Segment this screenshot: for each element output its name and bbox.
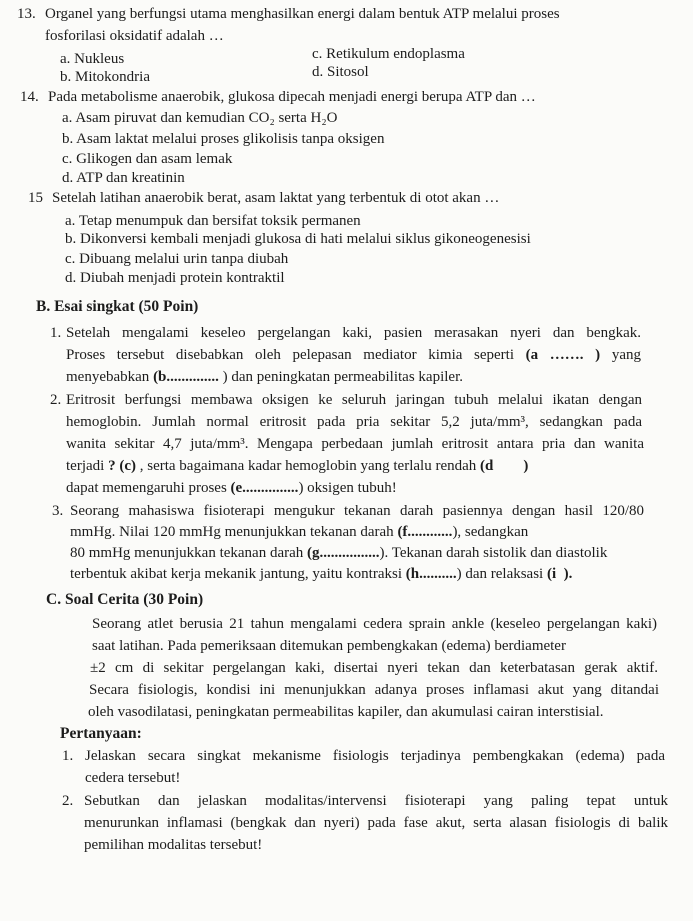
text: terjadi bbox=[66, 458, 109, 474]
text: terbentuk akibat kerja mekanik jantung, yaitu kontraksi bbox=[70, 566, 406, 582]
text: mmHg. Nilai 120 mmHg menunjukkan tekanan darah bbox=[70, 524, 398, 540]
b3-line: Seorang mahasiswa fisioterapi mengukur tekanan darah pasiennya dengan hasil 120/80 bbox=[70, 503, 644, 519]
c1-line: cedera tersebut! bbox=[85, 770, 181, 786]
story-line: saat latihan. Pada pemeriksaan ditemukan pembengkakan (edema) berdiameter bbox=[92, 638, 566, 654]
blank-d: (d ) bbox=[480, 458, 529, 474]
blank-e: (e............... bbox=[230, 480, 299, 496]
q14-option-a: a. Asam piruvat dan kemudian CO₂ serta H₂O bbox=[62, 110, 338, 126]
c1-line: Jelaskan secara singkat mekanisme fisiologis terjadinya pembengkakan (edema) pada bbox=[85, 748, 665, 764]
questions-label: Pertanyaan: bbox=[60, 725, 142, 742]
q15-option-d: d. Diubah menjadi protein kontraktil bbox=[65, 270, 285, 286]
c2-line: Sebutkan dan jelaskan modalitas/intervensi fisioterapi yang paling tepat untuk bbox=[84, 793, 668, 809]
story-line: oleh vasodilatasi, peningkatan permeabilitas kapiler, dan akumulasi cairan interstisial. bbox=[88, 704, 604, 720]
b3-line bbox=[70, 523, 528, 541]
text: yang bbox=[600, 347, 641, 363]
q15-number: 15 bbox=[28, 190, 43, 206]
b1-number: 1. bbox=[50, 325, 62, 341]
c2-line: menurunkan inflamasi (bengkak dan nyeri) pada fase akut, serta alasan fisiologis di balik bbox=[84, 815, 668, 831]
q15-option-a: a. Tetap menumpuk dan bersifat toksik permanen bbox=[65, 213, 361, 229]
section-b-heading: B. Esai singkat (50 Poin) bbox=[36, 298, 199, 315]
q13-option-c: c. Retikulum endoplasma bbox=[312, 46, 465, 62]
q14-option-c: c. Glikogen dan asam lemak bbox=[62, 151, 233, 167]
q14-option-d: d. ATP dan kreatinin bbox=[62, 170, 185, 186]
b1-line bbox=[66, 368, 463, 386]
q15-text: Setelah latihan anaerobik berat, asam laktat yang terbentuk di otot akan … bbox=[52, 190, 500, 206]
b1-line bbox=[66, 346, 641, 364]
b2-line: wanita sekitar 4,7 juta/mm³. Mengapa perbedaan jumlah eritrosit antara pria dan wanita bbox=[66, 436, 644, 452]
q13-text: Organel yang berfungsi utama menghasilkan energi dalam bentuk ATP melalui proses bbox=[45, 6, 560, 22]
b2-line: Eritrosit berfungsi membawa oksigen ke seluruh jaringan tubuh melalui ikatan dengan bbox=[66, 392, 642, 408]
q14-text: Pada metabolisme anaerobik, glukosa dipecah menjadi energi berupa ATP dan … bbox=[48, 89, 536, 105]
text: ). Tekanan darah sistolik dan diastolik bbox=[379, 545, 608, 561]
q13-option-a: a. Nukleus bbox=[60, 51, 125, 67]
blank-i: (i ). bbox=[546, 566, 573, 582]
blank-h: (h.......... bbox=[405, 566, 457, 582]
story-line: ±2 cm di sekitar pergelangan kaki, disertai nyeri tekan dan keterbatasan gerak aktif. bbox=[90, 660, 658, 676]
b2-line bbox=[66, 457, 528, 475]
text: Proses tersebut disebabkan oleh pelepasan mediator kimia seperti bbox=[66, 347, 526, 363]
c2-line: pemilihan modalitas tersebut! bbox=[84, 837, 263, 853]
blank-a: (a ……. ) bbox=[525, 347, 601, 363]
blank-g: (g................ bbox=[307, 545, 380, 561]
story-line: Secara fisiologis, kondisi ini menunjukkan adanya proses inflamasi akut yang ditandai bbox=[89, 682, 659, 698]
text: ) dan relaksasi bbox=[456, 566, 547, 582]
text: ) oksigen tubuh! bbox=[298, 480, 397, 496]
story-line: Seorang atlet berusia 21 tahun mengalami cedera sprain ankle (keseleo pergelangan kaki) bbox=[92, 616, 657, 632]
b3-line bbox=[70, 544, 607, 562]
blank-f: (f............ bbox=[397, 524, 453, 540]
c2-number: 2. bbox=[62, 793, 74, 809]
q13-option-b: b. Mitokondria bbox=[60, 69, 150, 85]
q15-option-c: c. Dibuang melalui urin tanpa diubah bbox=[65, 251, 289, 267]
q13-text: fosforilasi oksidatif adalah … bbox=[45, 28, 224, 44]
text: menyebabkan bbox=[66, 369, 154, 385]
text: ) dan peningkatan permeabilitas kapiler. bbox=[218, 369, 463, 385]
text: , serta bagaimana kadar hemoglobin yang terlalu rendah bbox=[135, 458, 481, 474]
text: 80 mmHg menunjukkan tekanan darah bbox=[70, 545, 308, 561]
q13-number: 13. bbox=[17, 6, 36, 22]
q13-option-d: d. Sitosol bbox=[312, 64, 369, 80]
text: dapat memengaruhi proses bbox=[66, 480, 231, 496]
blank-b: (b.............. bbox=[153, 369, 219, 385]
b3-number: 3. bbox=[52, 503, 64, 519]
blank-c: ? (c) bbox=[108, 458, 136, 474]
c1-number: 1. bbox=[62, 748, 74, 764]
b2-number: 2. bbox=[50, 392, 62, 408]
b3-line bbox=[70, 565, 572, 583]
q15-option-b: b. Dikonversi kembali menjadi glukosa di hati melalui siklus gikoneogenesisi bbox=[65, 231, 531, 247]
q14-number: 14. bbox=[20, 89, 39, 105]
b1-line: Setelah mengalami keseleo pergelangan kaki, pasien merasakan nyeri dan bengkak. bbox=[66, 325, 641, 341]
section-c-heading: C. Soal Cerita (30 Poin) bbox=[46, 591, 204, 608]
b2-line bbox=[66, 479, 397, 497]
b2-line: hemoglobin. Jumlah normal eritrosit pada pria sekitar 5,2 juta/mm³, sedangkan pada bbox=[66, 414, 642, 430]
q14-option-b: b. Asam laktat melalui proses glikolisis tanpa oksigen bbox=[62, 131, 385, 147]
text: ), sedangkan bbox=[452, 524, 529, 540]
